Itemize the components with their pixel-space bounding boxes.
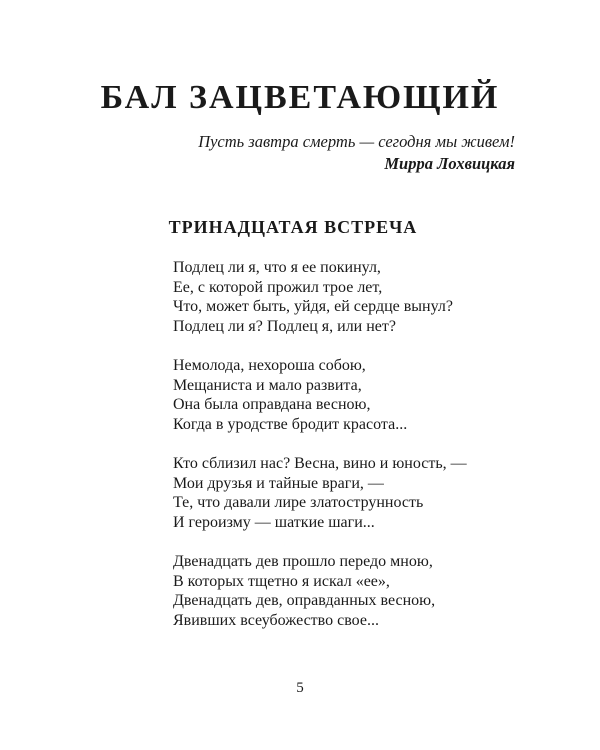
poem-line: Мои друзья и тайные враги, — bbox=[173, 474, 384, 492]
poem-line: В которых тщетно я искал «ее», bbox=[173, 572, 390, 590]
section-title: БАЛ ЗАЦВЕТАЮЩИЙ bbox=[100, 79, 500, 116]
poem-line: Ее, с которой прожил трое лет, bbox=[173, 278, 383, 296]
poem-line: Двенадцать дев прошло передо мною, bbox=[173, 552, 433, 570]
poem-line: Когда в уродстве бродит красота... bbox=[173, 415, 408, 433]
poem-line: Те, что давали лире златострунность bbox=[173, 494, 424, 512]
epigraph-text: Пусть завтра смерть — сегодня мы живем! bbox=[198, 132, 515, 151]
epigraph bbox=[198, 132, 515, 174]
poem-line: Кто сблизил нас? Весна, вино и юность, — bbox=[173, 454, 467, 472]
stanza bbox=[173, 258, 467, 336]
epigraph-author: Мирра Лохвицкая bbox=[384, 154, 515, 173]
poem-line: Подлец ли я, что я ее покинул, bbox=[173, 259, 381, 276]
poem-line: Двенадцать дев, оправданных весною, bbox=[173, 592, 436, 610]
poem-line: И героизму — шаткие шаги... bbox=[173, 513, 375, 531]
poem-line: Явивших всеубожество свое... bbox=[173, 611, 379, 629]
poem-line: Что, может быть, уйдя, ей сердце вынул? bbox=[173, 298, 453, 316]
poem-title: ТРИНАДЦАТАЯ ВСТРЕЧА bbox=[168, 217, 418, 237]
poem-line: Немолода, нехороша собою, bbox=[173, 356, 366, 374]
poem-line: Она была оправдана весною, bbox=[173, 396, 371, 414]
poem-line: Подлец ли я? Подлец я, или нет? bbox=[173, 317, 396, 335]
page-number: 5 bbox=[296, 680, 304, 696]
stanza bbox=[173, 356, 467, 434]
stanza bbox=[173, 454, 467, 532]
stanza bbox=[173, 552, 467, 630]
poem-body bbox=[173, 258, 467, 630]
poem-line: Мещаниста и мало развита, bbox=[173, 376, 362, 394]
